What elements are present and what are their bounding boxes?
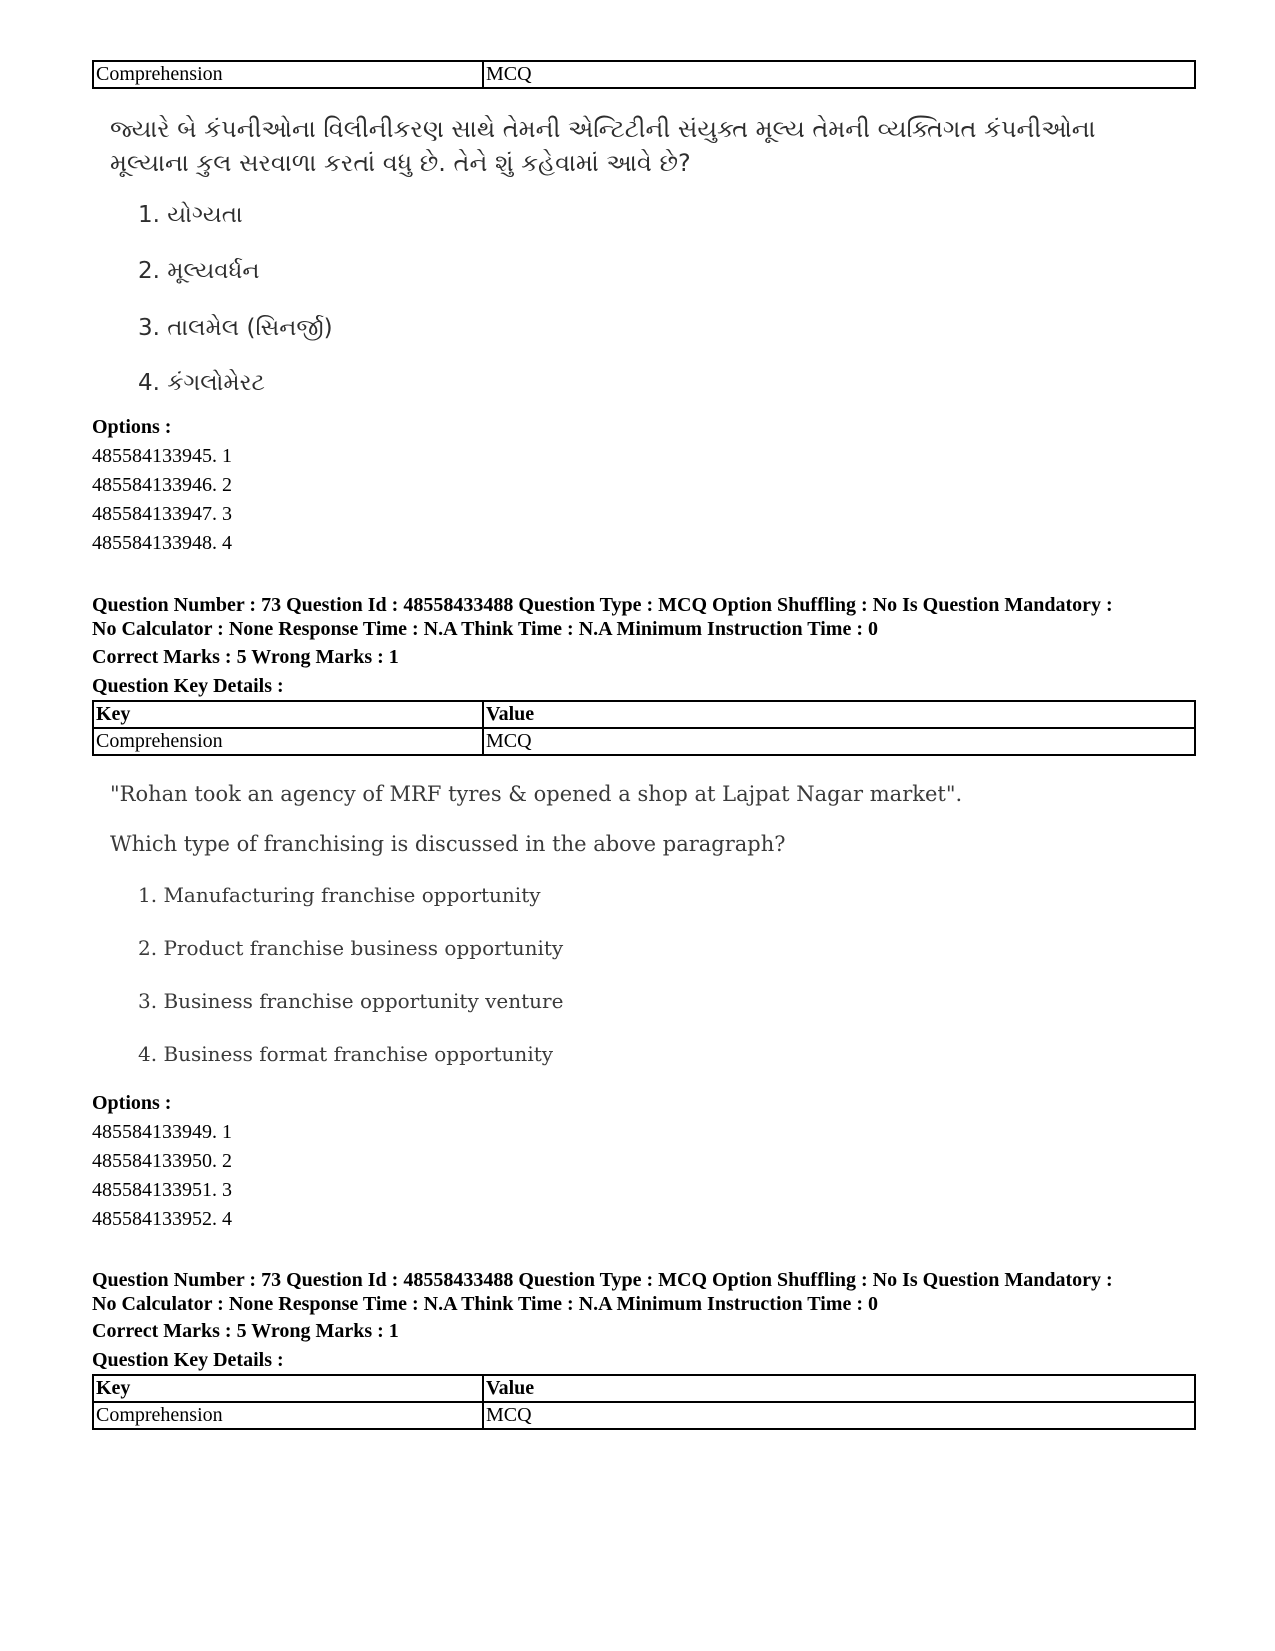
meta-line-1: Question Number : 73 Question Id : 48558433488 Question Type : MCQ Option Shuffling : No Is Question Mandatory : bbox=[92, 1269, 1113, 1291]
option-item: 485584133952. 4 bbox=[92, 1208, 232, 1230]
marks-line: Correct Marks : 5 Wrong Marks : 1 bbox=[92, 1320, 399, 1342]
choice-3: 3. Business franchise opportunity venture bbox=[138, 989, 564, 1013]
table-cell: Comprehension bbox=[93, 1402, 483, 1429]
marks-line: Correct Marks : 5 Wrong Marks : 1 bbox=[92, 646, 399, 668]
table-row bbox=[93, 61, 1195, 88]
meta-line-2: No Calculator : None Response Time : N.A Think Time : N.A Minimum Instruction Time : 0 bbox=[92, 1293, 878, 1315]
header-key: Key bbox=[93, 701, 483, 728]
question-text: Which type of franchising is discussed in the above paragraph? bbox=[110, 832, 786, 856]
option-item: 485584133950. 2 bbox=[92, 1150, 232, 1172]
key-value-table-top bbox=[92, 60, 1196, 89]
option-item: 485584133951. 3 bbox=[92, 1179, 232, 1201]
option-item: 485584133946. 2 bbox=[92, 474, 232, 496]
choice-4: 4. કંગલોમેરટ bbox=[138, 370, 265, 396]
header-key: Key bbox=[93, 1375, 483, 1402]
table-cell: Comprehension bbox=[93, 728, 483, 755]
header-value: Value bbox=[483, 1375, 1195, 1402]
table-row bbox=[93, 1402, 1195, 1429]
choice-3: 3. તાલમેલ (સિનર્જી) bbox=[138, 315, 333, 341]
choice-2: 2. મૂલ્યવર્ધન bbox=[138, 258, 260, 284]
options-list bbox=[92, 442, 232, 558]
table-cell: MCQ bbox=[483, 728, 1195, 755]
choice-1: 1. Manufacturing franchise opportunity bbox=[138, 883, 541, 907]
option-item: 485584133948. 4 bbox=[92, 532, 232, 554]
key-value-table bbox=[92, 700, 1196, 756]
meta-line-2: No Calculator : None Response Time : N.A Think Time : N.A Minimum Instruction Time : 0 bbox=[92, 618, 878, 640]
options-label: Options : bbox=[92, 1092, 172, 1114]
choice-4: 4. Business format franchise opportunity bbox=[138, 1042, 554, 1066]
options-label: Options : bbox=[92, 416, 172, 438]
question-text-gujarati: જ્યારે બે કંપનીઓના વિલીનીકરણ સાથે તેમની એન્ટિટીની સંયુક્ત મૂલ્ય તેમની વ્યક્તિગત કંપનીઓના મૂલ્યાના કુલ સરવાળા કરતાં વધુ છે. તેને શું કહેવામાં આવે છે? bbox=[110, 115, 1096, 177]
meta-line-1: Question Number : 73 Question Id : 48558433488 Question Type : MCQ Option Shuffling : No Is Question Mandatory : bbox=[92, 594, 1113, 616]
option-item: 485584133945. 1 bbox=[92, 445, 232, 467]
key-value-table bbox=[92, 1374, 1196, 1430]
choice-1: 1. યોગ્યતા bbox=[138, 202, 243, 228]
table-header-row bbox=[93, 1375, 1195, 1402]
table-header-row bbox=[93, 701, 1195, 728]
option-item: 485584133949. 1 bbox=[92, 1121, 232, 1143]
choice-2: 2. Product franchise business opportunity bbox=[138, 936, 564, 960]
key-details-label: Question Key Details : bbox=[92, 675, 284, 697]
table-cell: MCQ bbox=[483, 1402, 1195, 1429]
table-cell: Comprehension bbox=[93, 61, 483, 88]
options-list bbox=[92, 1118, 232, 1234]
question-quote: "Rohan took an agency of MRF tyres & opened a shop at Lajpat Nagar market". bbox=[110, 782, 963, 806]
header-value: Value bbox=[483, 701, 1195, 728]
question-meta bbox=[92, 593, 1202, 641]
key-details-label: Question Key Details : bbox=[92, 1349, 284, 1371]
option-item: 485584133947. 3 bbox=[92, 503, 232, 525]
question-meta bbox=[92, 1268, 1202, 1316]
table-cell: MCQ bbox=[483, 61, 1195, 88]
table-row bbox=[93, 728, 1195, 755]
